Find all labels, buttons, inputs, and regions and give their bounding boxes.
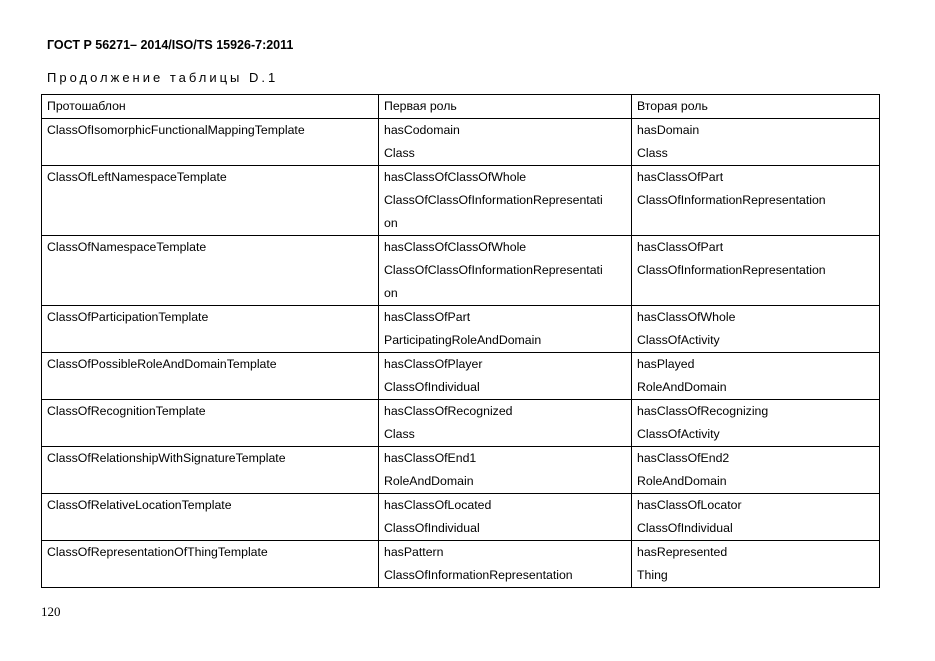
prototemplate-name: ClassOfLeftNamespaceTemplate (47, 170, 227, 184)
second-role-cell (632, 353, 880, 400)
prototemplate-name: ClassOfNamespaceTemplate (47, 240, 207, 254)
templates-table (41, 94, 880, 588)
second-role-line: hasClassOfRecognizing (637, 404, 769, 418)
first-role-line: on (384, 216, 398, 230)
second-role-cell (632, 400, 880, 447)
second-role-line: RoleAndDomain (637, 380, 727, 394)
table-row (42, 236, 880, 306)
table-row (42, 166, 880, 236)
prototemplate-name: ClassOfPossibleRoleAndDomainTemplate (47, 357, 277, 371)
table-row (42, 447, 880, 494)
first-role-line: ParticipatingRoleAndDomain (384, 333, 542, 347)
second-role-line: hasRepresented (637, 545, 728, 559)
first-role-line: ClassOfClassOfInformationRepresentati (384, 193, 603, 207)
second-role-cell (632, 166, 880, 236)
prototemplate-cell (42, 447, 379, 494)
first-role-line: Class (384, 427, 415, 441)
table-row (42, 119, 880, 166)
second-role-line: hasDomain (637, 123, 700, 137)
second-role-cell (632, 306, 880, 353)
second-role-cell (632, 494, 880, 541)
first-role-cell (379, 236, 632, 306)
standard-header: ГОСТ Р 56271– 2014/ISO/TS 15926-7:2011 (47, 38, 294, 52)
table-row (42, 541, 880, 588)
first-role-cell (379, 353, 632, 400)
prototemplate-name: ClassOfRelationshipWithSignatureTemplate (47, 451, 286, 465)
prototemplate-name: ClassOfIsomorphicFunctionalMappingTemplate (47, 123, 305, 137)
second-role-line: hasClassOfPart (637, 170, 724, 184)
first-role-line: ClassOfClassOfInformationRepresentati (384, 263, 603, 277)
second-role-line: hasPlayed (637, 357, 695, 371)
second-role-line: hasClassOfPart (637, 240, 724, 254)
prototemplate-cell (42, 494, 379, 541)
prototemplate-cell (42, 400, 379, 447)
column-header-second-role: Вторая роль (632, 95, 880, 119)
second-role-line: ClassOfActivity (637, 333, 720, 347)
table-row (42, 494, 880, 541)
prototemplate-cell (42, 119, 379, 166)
second-role-line: RoleAndDomain (637, 474, 727, 488)
table-header-row (42, 95, 880, 119)
prototemplate-name: ClassOfRelativeLocationTemplate (47, 498, 232, 512)
second-role-cell (632, 447, 880, 494)
second-role-line: ClassOfIndividual (637, 521, 733, 535)
first-role-cell (379, 400, 632, 447)
second-role-cell (632, 119, 880, 166)
second-role-line: hasClassOfEnd2 (637, 451, 730, 465)
second-role-line: hasClassOfWhole (637, 310, 736, 324)
first-role-line: ClassOfInformationRepresentation (384, 568, 573, 582)
second-role-cell (632, 541, 880, 588)
second-role-cell (632, 236, 880, 306)
first-role-cell (379, 166, 632, 236)
prototemplate-name: ClassOfRecognitionTemplate (47, 404, 206, 418)
table-body (42, 119, 880, 588)
first-role-line: hasClassOfEnd1 (384, 451, 477, 465)
prototemplate-cell (42, 541, 379, 588)
first-role-line: hasClassOfPart (384, 310, 471, 324)
table-row (42, 306, 880, 353)
second-role-line: Thing (637, 568, 668, 582)
column-header-first-role: Первая роль (379, 95, 632, 119)
first-role-line: hasClassOfRecognized (384, 404, 513, 418)
second-role-line: hasClassOfLocator (637, 498, 742, 512)
table-row (42, 400, 880, 447)
page-number: 120 (41, 604, 61, 619)
first-role-cell (379, 447, 632, 494)
column-header-prototemplate: Протошаблон (42, 95, 379, 119)
first-role-line: hasClassOfClassOfWhole (384, 240, 527, 254)
first-role-line: ClassOfIndividual (384, 380, 480, 394)
prototemplate-cell (42, 306, 379, 353)
first-role-cell (379, 541, 632, 588)
first-role-line: ClassOfIndividual (384, 521, 480, 535)
second-role-line: ClassOfActivity (637, 427, 720, 441)
prototemplate-cell (42, 166, 379, 236)
table-continuation-caption: Продолжение таблицы D.1 (47, 70, 279, 85)
first-role-line: hasClassOfClassOfWhole (384, 170, 527, 184)
first-role-line: hasClassOfPlayer (384, 357, 483, 371)
second-role-line: ClassOfInformationRepresentation (637, 263, 826, 277)
first-role-line: hasCodomain (384, 123, 460, 137)
first-role-cell (379, 119, 632, 166)
first-role-cell (379, 306, 632, 353)
first-role-cell (379, 494, 632, 541)
first-role-line: hasClassOfLocated (384, 498, 492, 512)
first-role-line: on (384, 286, 398, 300)
table-row (42, 353, 880, 400)
first-role-line: RoleAndDomain (384, 474, 474, 488)
prototemplate-cell (42, 236, 379, 306)
prototemplate-cell (42, 353, 379, 400)
second-role-line: ClassOfInformationRepresentation (637, 193, 826, 207)
prototemplate-name: ClassOfParticipationTemplate (47, 310, 209, 324)
first-role-line: Class (384, 146, 415, 160)
prototemplate-name: ClassOfRepresentationOfThingTemplate (47, 545, 268, 559)
first-role-line: hasPattern (384, 545, 444, 559)
second-role-line: Class (637, 146, 668, 160)
